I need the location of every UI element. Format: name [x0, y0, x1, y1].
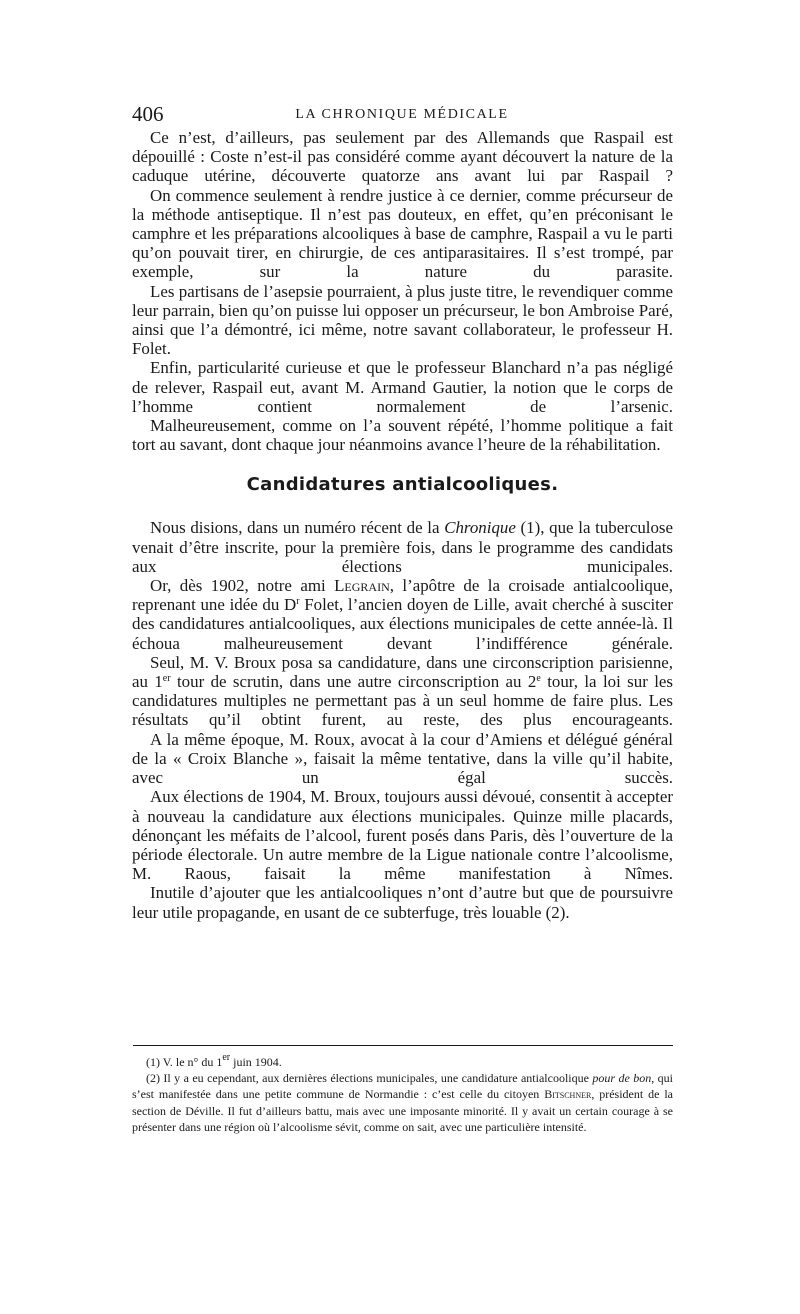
paragraph-conclusion: Inutile d’ajouter que les antialcooliques n’ont d’autre but que de poursuivre leur utile propagande, en usant de ce subterfuge, très louable (2).	[132, 883, 673, 922]
footnote-rule	[133, 1045, 673, 1046]
page-header	[132, 101, 672, 127]
paragraph-legrain-1902: Or, dès 1902, notre ami Legrain, l’apôtre de la croisade antialcoolique, reprenant une idée du $D^r$ Folet, l’ancien doyen de Lille, avait cherché à susciter des candidatures antialcooliques, aux élections municipales de cette année-là. Il échoua malheureusement devant l’indifférence générale.	[132, 576, 673, 653]
page-number: 406	[132, 102, 164, 126]
section-title: Candidatures antialcooliques.	[246, 474, 559, 496]
paragraph-elections-1904: Aux élections de 1904, M. Broux, toujours aussi dévoué, consentit à accepter à nouveau la candidature aux élections municipales. Quinze mille placards, dénonçant les méfaits de l’alcool, furent posés dans Paris, dès l’ouverture de la période électorale. Un autre membre de la Ligue nationale contre l’alcoolisme, M. Raous, faisait la même manifestation à Nîmes.	[132, 787, 673, 884]
paragraph-asepsis-pare: Les partisans de l’asepsie pourraient, à plus juste titre, le revendiquer comme leur parrain, bien qu’on puisse lui opposer un précurseur, le bon Ambroise Paré, ainsi que l’a démontré, ici même, notre savant collaborateur, le professeur H. Folet.	[132, 281, 673, 359]
paragraph-rehabilitation: Malheureusement, comme on l’a souvent répété, l’homme politique a fait tort au savant, dont chaque jour néanmoins avance l’heure de la réhabilitation.	[132, 416, 673, 455]
paragraph-roux-amiens: A la même époque, M. Roux, avocat à la cour d’Amiens et délégué général de la « Croix Blanche », faisait la même tentative, dans la ville qu’il habite, avec un égal succès.	[132, 729, 673, 788]
footnote-2: (2) Il y a eu cependant, aux dernières élections municipales, une candidature antialcoolique pour de bon, qui s’est manifestée dans une petite commune de Normandie : c’est celle du citoyen Bitschner, président de la section de Déville. Il fut d’ailleurs battu, mais avec une imposante minorité. Il y avait un certain courage à se présenter dans une région où l’alcoolisme sévit, comme on sait, avec une particulière intensité.	[132, 1071, 673, 1134]
running-title: LA CHRONIQUE MÉDICALE	[295, 107, 509, 122]
article-body	[132, 128, 673, 922]
footnotes	[132, 1054, 673, 1135]
paragraph-antiseptic-precursor: On commence seulement à rendre justice à ce dernier, comme précurseur de la méthode antiseptique. Il n’est pas douteux, en effet, qu’en préconisant le camphre et les préparations alcooliques à base de camphre, Raspail a vu le parti qu’on pouvait tirer, en chirurgie, de ces antiparasitaires. Il s’est trompé, par exemple, sur la nature du parasite.	[132, 185, 673, 282]
footnote-1: (1) V. le n° du 1er juin 1904.	[146, 1052, 282, 1069]
name-legrain: Legrain	[334, 576, 390, 596]
paragraph-raspail-coste: Ce n’est, d’ailleurs, pas seulement par des Allemands que Raspail est dépouillé : Coste n’est-il pas considéré comme ayant découvert la nature de la caduque utérine, découverte quatorze ans avant lui par Raspail ?	[132, 128, 673, 186]
paragraph-tuberculose-programme: Nous disions, dans un numéro récent de la Chronique (1), que la tuberculose venait d’être inscrite, pour la première fois, dans le programme des candidats aux élections municipales.	[132, 518, 673, 576]
paragraph-broux-candidature: Seul, M. V. Broux posa sa candidature, dans une circonscription parisienne, au 1er tour de scrutin, dans une autre circonscription au 2e tour, la loi sur les candidatures multiples ne permettant pas à un seul homme de faire plus. Les résultats qu’il obtint furent, au reste, des plus encourageants.	[132, 652, 673, 730]
chronique-title-italic: Chronique	[444, 518, 516, 538]
paragraph-arsenic-notion: Enfin, particularité curieuse et que le professeur Blanchard n’a pas négligé de relever, Raspail eut, avant M. Armand Gautier, la notion que le corps de l’homme contient normalement de l’arsenic.	[132, 358, 673, 416]
name-bitschner: Bitschner	[544, 1087, 592, 1102]
